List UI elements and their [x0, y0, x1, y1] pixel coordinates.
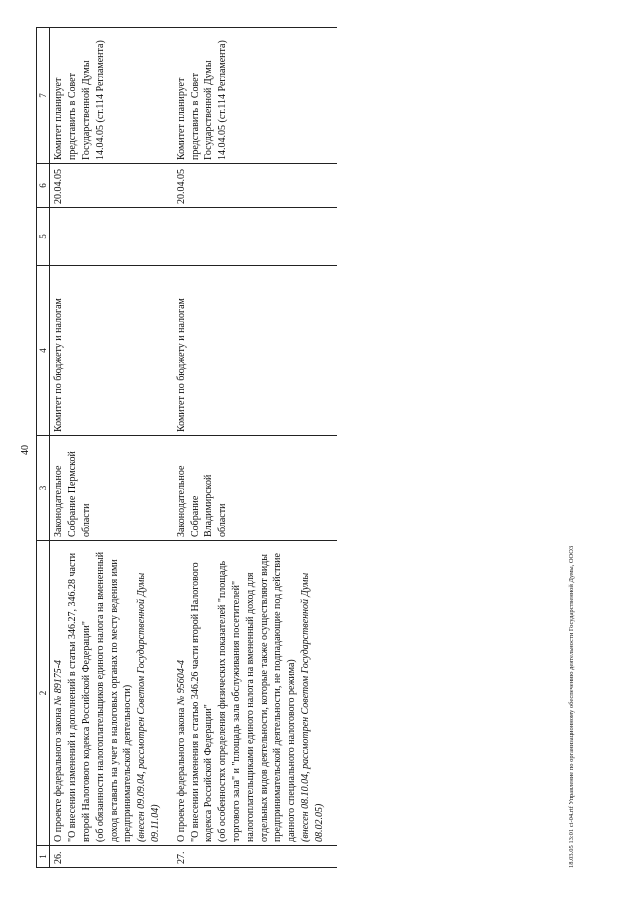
col-header-5: 5	[37, 208, 50, 266]
bill-name: "О внесении изменения в статью 346.26 части второй Налогового кодекса Российской Федерации"	[189, 562, 215, 842]
bills-table	[36, 27, 337, 868]
col-header-4: 4	[37, 266, 50, 436]
row-number: 26.	[50, 846, 173, 868]
bill-description	[173, 541, 337, 846]
col5-cell	[173, 208, 337, 266]
bill-description	[50, 541, 173, 846]
col-header-1: 1	[37, 846, 50, 868]
bill-date: 20.04.05	[50, 164, 173, 208]
bill-name: "О внесении изменений и дополнений в статьи 346.27, 346.28 части второй Налогового кодекса Российской Федерации"	[67, 552, 92, 842]
rotated-page	[20, 20, 580, 880]
bill-subject: (об особенностях определения физических показателей "площадь торгового зала" и "площадь зала обслуживания посетителей" налогоплательщиками единого налога на вмененный доход для отдельных видов деятельности, которые также осуществляют виды предпринимательской деятельности, не подпадающие под действие данного специального налогового режима)	[217, 553, 298, 842]
table-row	[173, 28, 337, 868]
responsible-committee: Комитет по бюджету и налогам	[173, 266, 337, 436]
page-footer: 18.03.05 13:01 сi-04.rtf Управление по организационному обеспечению деятельности Государственной Думы, ООО3	[568, 545, 575, 868]
bill-introduced: (внесен 09.09.04, рассмотрен Советом Государственной Думы 09.11.04)	[136, 572, 161, 842]
bill-author: Законодательное Собрание Пермской области	[50, 436, 173, 541]
header-row	[37, 28, 50, 868]
bill-date: 20.04.05	[173, 164, 337, 208]
responsible-committee: Комитет по бюджету и налогам	[50, 266, 173, 436]
bill-note: Комитет планирует представить в Совет Государственной Думы 14.04.05 (ст.114 Регламента)	[173, 28, 337, 164]
bill-note: Комитет планирует представить в Совет Государственной Думы 14.04.05 (ст.114 Регламента)	[50, 28, 173, 164]
bill-number: № 89175-4	[53, 659, 65, 706]
bill-introduced: (внесен 08.10.04, рассмотрен Советом Государственной Думы 08.02.05)	[299, 572, 325, 842]
table-row	[50, 28, 173, 868]
col5-cell	[50, 208, 173, 266]
bill-title-prefix: О проекте федерального закона	[53, 705, 65, 842]
col-header-3: 3	[37, 436, 50, 541]
bill-author: Законодательное Собрание Владимирской области	[173, 436, 337, 541]
col-header-6: 6	[37, 164, 50, 208]
row-number: 27.	[173, 846, 337, 868]
bill-subject: (об обязанности налогоплательщиков единого налога на вмененный доход вставать на учет в налоговых органах по месту ведения ими предпринимательской деятельности)	[94, 551, 134, 842]
page-number: 40	[20, 445, 31, 455]
bill-number: № 95604-4	[175, 659, 187, 706]
col-header-7: 7	[37, 28, 50, 164]
col-header-2: 2	[37, 541, 50, 846]
bill-title-prefix: О проекте федерального закона	[175, 705, 187, 842]
